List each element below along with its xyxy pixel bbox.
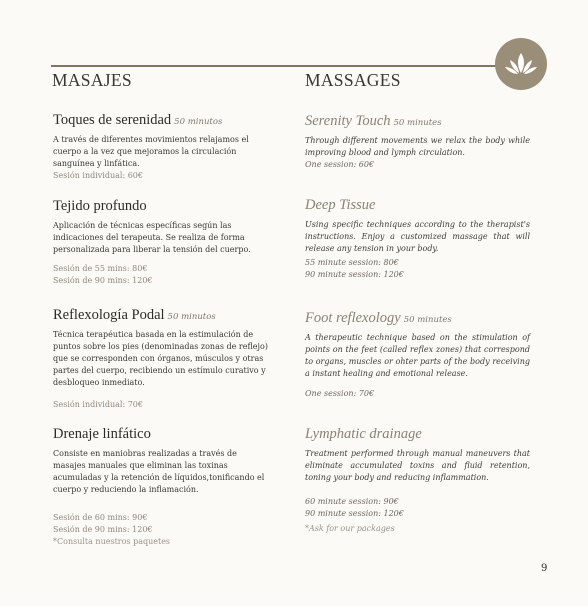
item-price: 90 minute session: 120€ <box>305 270 404 279</box>
item-price: 90 minute session: 120€ <box>305 509 404 518</box>
item-title: Serenity Touch 50 minutes <box>305 113 442 129</box>
item-title: Lymphatic drainage <box>305 426 422 442</box>
item-title: Toques de serenidad 50 minutos <box>53 112 223 128</box>
item-description: Técnica terapéutica basada en la estimulación de puntos sobre los pies (denominadas zonas de reflejo) que se corresponden con órganos, músculos y otras partes del cuerpo, recibiendo un estímulo curativo y desbloqueo inmediato. <box>53 330 268 387</box>
menu-item-serenity <box>305 113 530 171</box>
lotus-logo-icon <box>495 38 547 90</box>
item-title: Deep Tissue <box>305 197 376 213</box>
item-duration: 50 minutos <box>167 312 216 322</box>
item-price: One session: 70€ <box>305 389 375 398</box>
menu-item-toques <box>53 112 268 182</box>
packages-note: *Ask for our packages <box>305 524 395 533</box>
item-description: A través de diferentes movimientos relajamos el cuerpo a la vez que mejoramos la circulación sanguínea y linfática. <box>53 135 249 168</box>
item-price: One session: 60€ <box>305 160 375 169</box>
item-duration: 50 minutes <box>403 315 452 325</box>
header-rule <box>51 65 506 67</box>
item-title: Tejido profundo <box>53 198 147 214</box>
item-description: Using specific techniques according to the therapist's instructions. Enjoy a customized massage that will release any tension in your body. <box>305 220 530 253</box>
item-title: Drenaje linfático <box>53 426 151 442</box>
section-title-es: MASAJES <box>52 70 132 90</box>
page-number: 9 <box>541 563 548 574</box>
item-duration: 50 minutes <box>393 118 442 128</box>
menu-item-reflexologia <box>53 307 268 411</box>
item-description: Aplicación de técnicas específicas según las indicaciones del terapeuta. Se realiza de forma personalizada para liberar la tensión del cuerpo. <box>53 221 251 254</box>
menu-item-foot-reflexology <box>305 310 530 400</box>
menu-item-lymphatic <box>305 426 530 535</box>
section-title-en: MASSAGES <box>305 70 401 90</box>
item-duration: 50 minutos <box>174 117 223 127</box>
item-title: Foot reflexology 50 minutes <box>305 310 452 326</box>
item-description: Treatment performed through manual maneuvers that eliminate accumulated toxins and fluid retention, toning your body and reducing inflammation. <box>305 449 530 482</box>
item-price: Sesión individual: 70€ <box>53 400 143 409</box>
menu-item-drenaje <box>53 426 268 548</box>
item-description: A therapeutic technique based on the stimulation of points on the feet (called reflex zones) that correspond to organs, muscles or ohter parts of the body receiving a instant healing and emotional release. <box>305 333 530 378</box>
item-price: Sesión individual: 60€ <box>53 171 143 180</box>
item-title: Reflexología Podal 50 minutos <box>53 307 216 323</box>
item-price: Sesión de 90 mins: 120€ <box>53 525 153 534</box>
menu-item-tejido <box>53 198 268 287</box>
item-price: 60 minute session: 90€ <box>305 497 399 506</box>
menu-item-deep-tissue <box>305 197 530 281</box>
item-description: Through different movements we relax the body while improving blood and lymph circulation. <box>305 136 530 157</box>
item-description: Consiste en maniobras realizadas a través de masajes manuales que eliminan las toxinas acumuladas y la retención de líquidos,tonificando el cuerpo y reduciendo la inflamación. <box>53 449 265 494</box>
item-price: 55 minute session: 80€ <box>305 258 399 267</box>
packages-note: *Consulta nuestros paquetes <box>53 537 171 546</box>
item-price: Sesión de 55 mins: 80€ <box>53 264 148 273</box>
item-price: Sesión de 90 mins: 120€ <box>53 276 153 285</box>
item-price: Sesión de 60 mins: 90€ <box>53 513 148 522</box>
